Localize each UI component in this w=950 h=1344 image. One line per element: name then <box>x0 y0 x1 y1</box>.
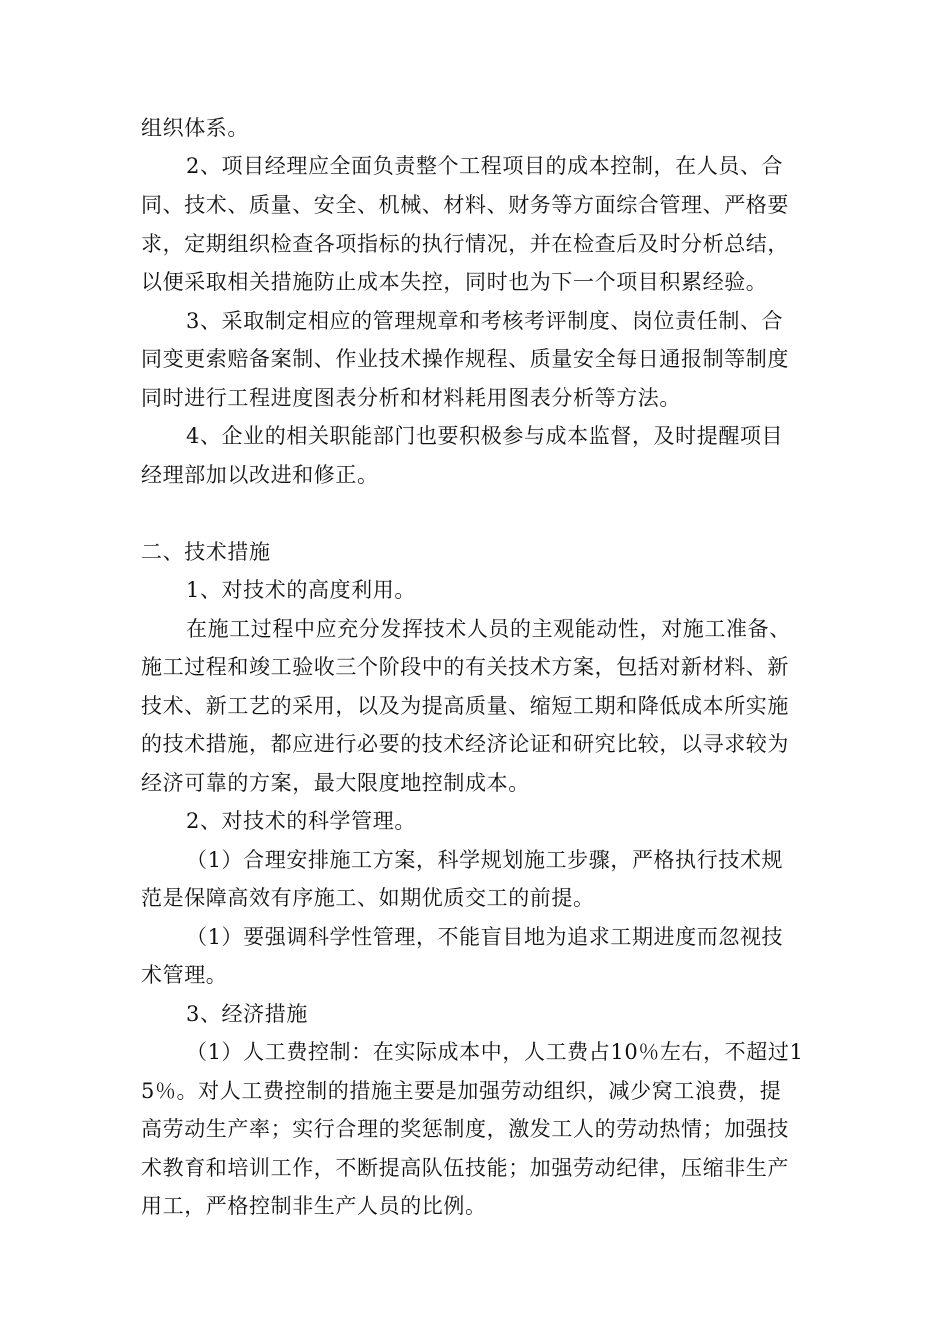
text-line: 同时进行工程进度图表分析和材料耗用图表分析等方法。 <box>141 386 681 410</box>
text-line: 施工过程和竣工验收三个阶段中的有关技术方案，包括对新材料、新 <box>141 655 789 679</box>
text-line: 用工，严格控制非生产人员的比例。 <box>141 1194 487 1218</box>
text-line: 4、企业的相关职能部门也要积极参与成本监督，及时提醒项目 <box>186 424 784 448</box>
text-line: 高劳动生产率；实行合理的奖惩制度，激发工人的劳动热情；加强技 <box>141 1117 789 1141</box>
text-line: 术教育和培训工作，不断提高队伍技能；加强劳动纪律，压缩非生产 <box>141 1156 789 1180</box>
text-line: （1）人工费控制：在实际成本中，人工费占10％左右，不超过1 <box>186 1040 804 1064</box>
text-line: 以便采取相关措施防止成本失控，同时也为下一个项目积累经验。 <box>141 270 768 294</box>
text-line: 5％。对人工费控制的措施主要是加强劳动组织，减少窝工浪费，提 <box>141 1079 782 1103</box>
text-line: （1）合理安排施工方案，科学规划施工步骤，严格执行技术规 <box>186 848 784 872</box>
text-line: 1、对技术的高度利用。 <box>186 578 416 602</box>
text-line: 2、对技术的科学管理。 <box>186 809 416 833</box>
text-line: 求，定期组织检查各项指标的执行情况，并在检查后及时分析总结， <box>141 232 789 256</box>
text-line: 经理部加以改进和修正。 <box>141 463 379 487</box>
text-line: 3、采取制定相应的管理规章和考核考评制度、岗位责任制、合 <box>186 309 784 333</box>
text-line: 经济可靠的方案，最大限度地控制成本。 <box>141 771 530 795</box>
text-line: （1）要强调科学性管理，不能盲目地为追求工期进度而忽视技 <box>186 925 784 949</box>
text-line: 术管理。 <box>141 963 228 987</box>
text-line: 范是保障高效有序施工、如期优质交工的前提。 <box>141 886 595 910</box>
section-heading: 二、技术措施 <box>141 540 271 564</box>
text-line: 组织体系。 <box>141 116 249 140</box>
text-line: 技术、新工艺的采用，以及为提高质量、缩短工期和降低成本所实施 <box>141 694 789 718</box>
text-line: 2、项目经理应全面负责整个工程项目的成本控制，在人员、合 <box>186 154 784 178</box>
text-line: 的技术措施，都应进行必要的技术经济论证和研究比较，以寻求较为 <box>141 732 789 756</box>
text-line: 同变更索赔备案制、作业技术操作规程、质量安全每日通报制等制度 <box>141 347 789 371</box>
text-line: 同、技术、质量、安全、机械、材料、财务等方面综合管理、严格要 <box>141 193 789 217</box>
text-line: 在施工过程中应充分发挥技术人员的主观能动性，对施工准备、 <box>186 617 791 641</box>
text-line: 3、经济措施 <box>186 1002 308 1026</box>
